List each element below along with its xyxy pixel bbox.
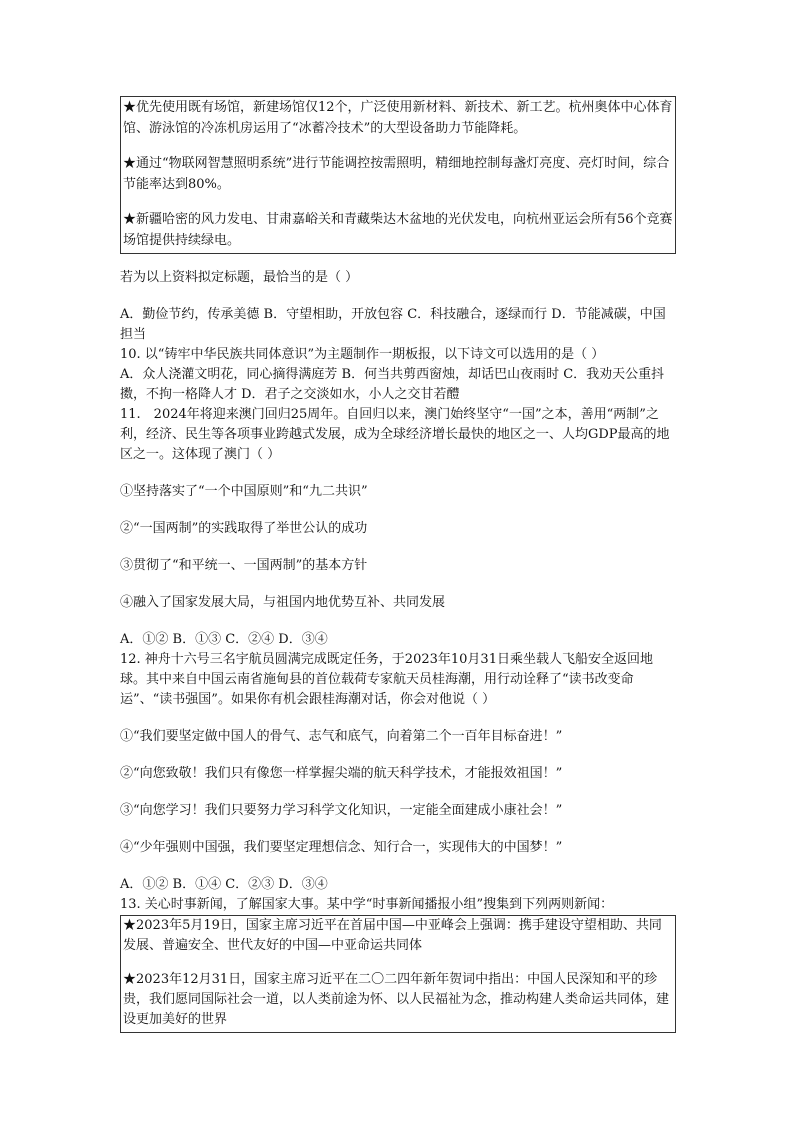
- question-11-item: ③贯彻了“和平统一、一国两制”的基本方针: [120, 558, 368, 573]
- news-paragraph-1: ★2023年5月19日，国家主席习近平在首届中国—中亚峰会上强调：携手建设守望相助、共同发展、普遍安全、世代友好的中国—中亚命运共同体: [123, 918, 662, 953]
- question-11-item: ①坚持落实了“一个中国原则”和“九二共识”: [120, 484, 368, 499]
- question-10-stem: 10. 以“铸牢中华民族共同体意识”为主题制作一期板报，以下诗文可以选用的是（ ）: [120, 347, 605, 362]
- material-paragraph-2: ★通过“物联网智慧照明系统”进行节能调控按需照明，精细地控制每盏灯亮度、亮灯时间，综合节能率达到80%。: [123, 156, 670, 192]
- question-9-options: A．勤俭节约，传承美德 B．守望相助，开放包容 C．科技融合，逐绿而行 D．节能减碳，中国担当: [120, 307, 666, 342]
- question-12-item: ④“少年强则中国强，我们要坚定理想信念、知行合一，实现伟大的中国梦！”: [120, 840, 563, 855]
- question-12-item: ③“向您学习！我们只要努力学习科学文化知识，一定能全面建成小康社会！”: [120, 803, 563, 818]
- question-10-options: A．众人浇灌文明花，同心摘得满庭芳 B．何当共剪西窗烛，却话巴山夜雨时 C．我劝天公重抖擞，不拘一格降人才 D．君子之交淡如水，小人之交甘若醴: [120, 367, 665, 402]
- question-11-item: ④融入了国家发展大局，与祖国内地优势互补、共同发展: [120, 595, 446, 610]
- question-12-options: A．①② B．①④ C．②③ D．③④: [120, 877, 328, 892]
- question-13-stem: 13. 关心时事新闻，了解国家大事。某中学“时事新闻播报小组”搜集到下列两则新闻：: [120, 897, 614, 912]
- question-11-item: ②“一国两制”的实践取得了举世公认的成功: [120, 521, 368, 536]
- question-9-stem: 若为以上资料拟定标题，最恰当的是（ ）: [120, 270, 359, 285]
- material-paragraph-1: ★优先使用既有场馆，新建场馆仅12个，广泛使用新材料、新技术、新工艺。杭州奥体中心体育馆、游泳馆的冷冻机房运用了“冰蓄冷技术”的大型设备助力节能降耗。: [123, 100, 673, 136]
- material-paragraph-3: ★新疆哈密的风力发电、甘肃嘉峪关和青藏柴达木盆地的光伏发电，向杭州亚运会所有56个竞赛场馆提供持续绿电。: [123, 212, 673, 248]
- material-box: [120, 96, 676, 254]
- question-11-stem: 11. 2024年将迎来澳门回归25周年。自回归以来，澳门始终坚守“一国”之本，善用“两制”之利，经济、民生等各项事业跨越式发展，成为全球经济增长最快的地区之一、人均GDP最高的地区之一。这体现了澳门（ ）: [120, 407, 670, 462]
- exam-page: [120, 96, 676, 1033]
- question-11-options: A．①② B．①③ C．②④ D．③④: [120, 632, 328, 647]
- question-12-stem: 12. 神舟十六号三名宇航员圆满完成既定任务，于2023年10月31日乘坐载人飞船安全返回地球。其中来自中国云南省施甸县的首位载荷专家航天员桂海潮，用行动诠释了“读书改变命运”、“读书强国”。如果你有机会跟桂海潮对话，你会对他说（ ）: [120, 652, 653, 707]
- question-12-item: ②“向您致敬！我们只有像您一样掌握尖端的航天科学技术，才能报效祖国！”: [120, 766, 563, 781]
- news-box: [120, 915, 676, 1033]
- news-paragraph-2: ★2023年12月31日，国家主席习近平在二〇二四年新年贺词中指出：中国人民深知和平的珍贵，我们愿同国际社会一道，以人类前途为怀、以人民福祉为念，推动构建人类命运共同体，建设更加美好的世界: [123, 972, 670, 1027]
- question-12-item: ①“我们要坚定做中国人的骨气、志气和底气，向着第二个一百年目标奋进！”: [120, 729, 563, 744]
